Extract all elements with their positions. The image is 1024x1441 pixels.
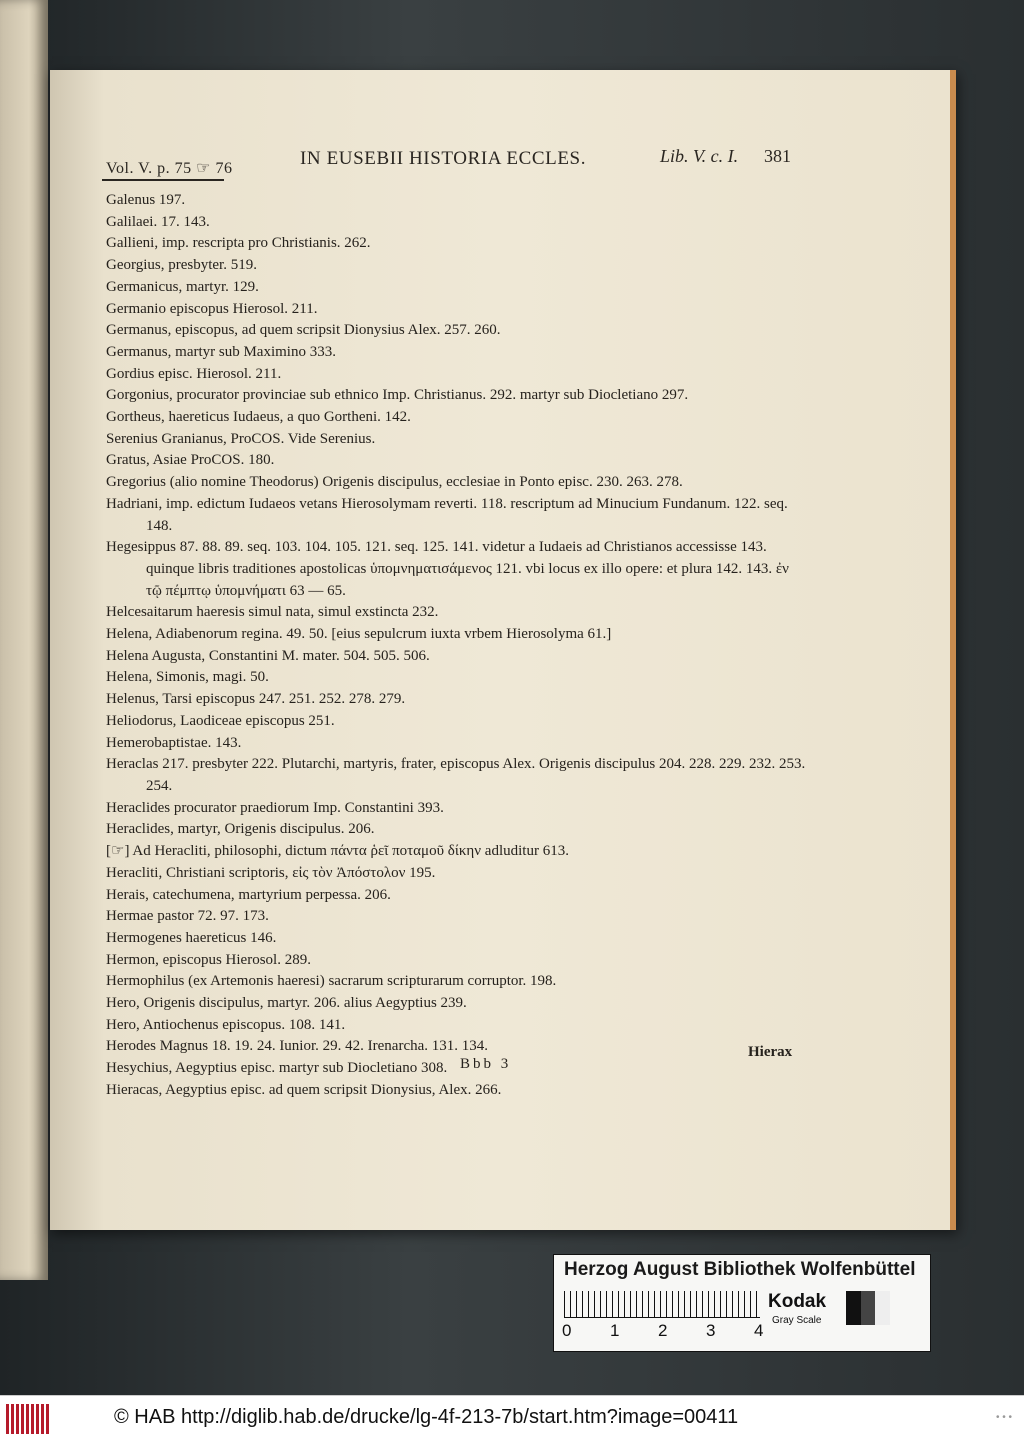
kodak-logo: Kodak (768, 1291, 827, 1312)
index-entry: Herais, catechumena, martyrium perpessa. 206. (106, 886, 391, 903)
catchword: Hierax (748, 1044, 793, 1060)
index-entry: Heraclas 217. presbyter 222. Plutarchi, martyris, frater, episcopus Alex. Origenis discipulus 204. 228. 229. 232. 253. 254. (106, 756, 806, 794)
index-entry: Hegesippus 87. 88. 89. seq. 103. 104. 105. 121. seq. 125. 141. videtur a Iudaeis ad Christianos accessisse 143. quinque libris traditiones apostolicas ὑπομνηματισάμενος 121. vbi locus ex illo opere: et plura 142. 143. ἐν τῷ πέμπτῳ ὑπομνήματι 63 — 65. (106, 539, 789, 599)
footer-bar (0, 1395, 1024, 1441)
footer-dots: • • • (995, 1412, 1012, 1423)
index-entry: Germanicus, martyr. 129. (106, 278, 259, 295)
ruler-scale (564, 1291, 760, 1318)
index-entry: Georgius, presbyter. 519. (106, 257, 257, 274)
index-entry: Hermophilus (ex Artemonis haeresi) sacrarum scripturarum corruptor. 198. (106, 973, 557, 990)
index-entry: Heraclides, martyr, Origenis discipulus. 206. (106, 821, 375, 838)
index-entries (106, 190, 806, 1102)
index-entry: Hero, Origenis discipulus, martyr. 206. alius Aegyptius 239. (106, 995, 467, 1012)
running-header (102, 146, 798, 180)
index-entry: Gratus, Asiae ProCOS. 180. (106, 452, 275, 469)
index-entry: Galenus 197. (106, 192, 186, 208)
index-entry: Serenius Granianus, ProCOS. Vide Serenius. (106, 430, 376, 447)
index-entry: Gregorius (alio nomine Theodorus) Origenis discipulus, ecclesiae in Ponto episc. 230. 263. 278. (106, 474, 683, 491)
header-underline (102, 179, 224, 181)
index-entry: Germanus, martyr sub Maximino 333. (106, 343, 336, 360)
hab-logo-icon (6, 1404, 50, 1434)
index-entry: Germanio episcopus Hierosol. 211. (106, 300, 318, 317)
color-calibration-card (553, 1254, 931, 1352)
ruler-digit: 3 (706, 1321, 716, 1340)
index-entry: Herodes Magnus 18. 19. 24. Iunior. 29. 42. Irenarcha. 131. 134. (106, 1038, 489, 1055)
index-entry: Helena Augusta, Constantini M. mater. 504. 505. 506. (106, 647, 430, 664)
index-entry: [☞] Ad Heracliti, philosophi, dictum πάντα ῥεῖ ποταμοῦ δίκην adluditur 613. (106, 843, 569, 860)
index-entry: Helena, Adiabenorum regina. 49. 50. [eius sepulcrum iuxta vrbem Hierosolyma 61.] (106, 626, 612, 643)
book-left-edge (0, 0, 48, 1280)
index-entry: Hermogenes haereticus 146. (106, 929, 277, 946)
index-entry: Helenus, Tarsi episcopus 247. 251. 252. 278. 279. (106, 691, 406, 708)
index-entry: Heracliti, Christiani scriptoris, εἰς τὸν Ἀπόστολον 195. (106, 864, 436, 881)
ruler-digits (562, 1321, 802, 1341)
ruler-digit: 2 (658, 1321, 668, 1340)
signature-mark: Bbb 3 (460, 1056, 512, 1072)
gray-scale-label: Gray Scale (772, 1315, 822, 1326)
index-entry: Hermae pastor 72. 97. 173. (106, 908, 269, 925)
index-entry: Germanus, episcopus, ad quem scripsit Dionysius Alex. 257. 260. (106, 322, 501, 339)
index-entry: Gallieni, imp. rescripta pro Christianis. 262. (106, 235, 371, 252)
header-volume-ref: Vol. V. p. 75 ☞ 76 (106, 160, 233, 177)
index-entry: Helena, Simonis, magi. 50. (106, 669, 269, 686)
index-entry: Gordius episc. Hierosol. 211. (106, 365, 282, 382)
page-number: 381 (764, 146, 791, 166)
header-title: IN EUSEBII HISTORIA ECCLES. (300, 148, 587, 169)
gray-swatch (846, 1291, 890, 1325)
index-entry: Hadriani, imp. edictum Iudaeos vetans Hierosolymam reverti. 118. rescriptum ad Minucium Fundanum. 122. seq. 148. (106, 495, 788, 534)
ruler-digit: 4 (754, 1321, 764, 1340)
index-entry: Gortheus, haereticus Iudaeus, a quo Gorthenі. 142. (106, 409, 411, 426)
index-entry: Hesychius, Aegyptius episc. martyr sub Diocletiano 308. (106, 1060, 448, 1077)
index-entry: Hermon, episcopus Hierosol. 289. (106, 951, 311, 968)
copyright-url[interactable]: © HAB http://diglib.hab.de/drucke/lg-4f-213-7b/start.htm?image=00411 (114, 1406, 739, 1428)
ruler-digit: 1 (610, 1321, 620, 1340)
index-entry: Gorgonius, procurator provinciae sub ethnico Imp. Christianus. 292. martyr sub Diocletiano 297. (106, 387, 689, 404)
index-entry: Helcesaitarum haeresis simul nata, simul exstincta 232. (106, 604, 439, 621)
index-entry: Galilaei. 17. 143. (106, 213, 210, 230)
ruler-digit: 0 (562, 1321, 572, 1340)
index-entry: Hero, Antiochenus episcopus. 108. 141. (106, 1016, 346, 1033)
index-entry: Hieracas, Aegyptius episc. ad quem scripsit Dionysius, Alex. 266. (106, 1081, 502, 1098)
header-book-ref: Lib. V. c. I. (660, 146, 739, 166)
index-entry: Heliodorus, Laodiceae episcopus 251. (106, 712, 335, 729)
index-entry: Heraclides procurator praediorum Imp. Constantini 393. (106, 799, 444, 816)
index-entry: Hemerobaptistae. 143. (106, 734, 242, 751)
library-name: Herzog August Bibliothek Wolfenbüttel (564, 1259, 916, 1280)
